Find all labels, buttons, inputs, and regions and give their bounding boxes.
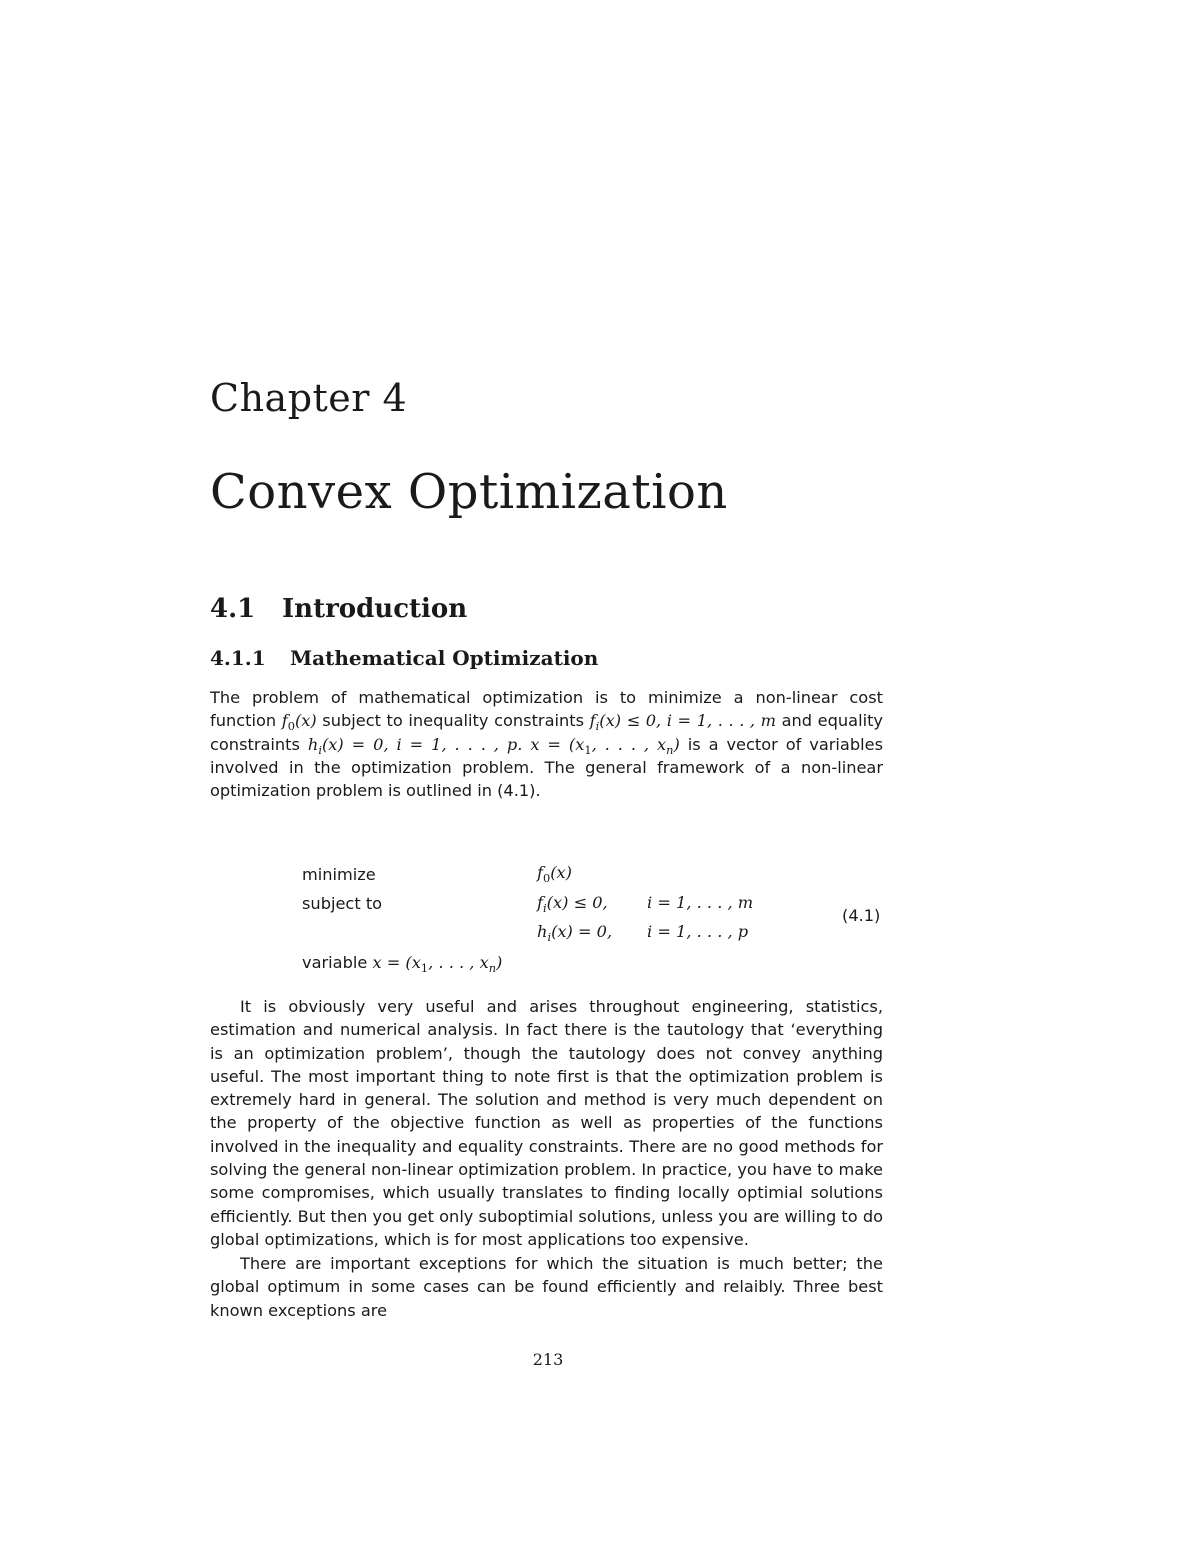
- inequality-range: i = 1, . . . , m: [647, 893, 754, 912]
- subsection-heading: [210, 646, 598, 670]
- intro-text-3: and equality constraints: [210, 711, 883, 754]
- minimize-label: minimize: [302, 865, 376, 884]
- chapter-title: Convex Optimization: [210, 464, 728, 520]
- section-heading: [210, 594, 467, 624]
- chapter-label: Chapter 4: [210, 376, 408, 420]
- equation-number: (4.1): [842, 906, 881, 925]
- variable-label: variable $x = (x_1$, . . . , $x_n$): [302, 953, 503, 976]
- objective-function-inline: $f_0(x)$: [281, 711, 317, 734]
- section-title: Introduction: [282, 594, 468, 624]
- intro-text-2: subject to inequality constraints: [316, 711, 590, 731]
- page-number: 213: [532, 1350, 564, 1369]
- body-paragraph-2: It is obviously very useful and arises throughout engineering, statistics, estimation and numerical analysis. In fact there is the tautology that ‘everything is an optimization problem’, though the tautology does not convey anything useful. The most important thing to note first is that the optimization problem is extremely hard in general. The solution and method is very much dependent on the property of the objective function as well as properties of the functions involved in the inequality and equality constraints. There are no good methods for solving the general non-linear optimization problem. In practice, you have to make some compromises, which usually translates to finding locally optimial solutions efficiently. But then you get only suboptimial solutions, unless you are willing to do global optimizations, which is for most applications too expensive.: [210, 997, 883, 1249]
- variable-vector-inline: $x = (x_1$, . . . , $x_n$): [530, 734, 680, 757]
- inequality-constraint: $f_i(x) \le 0$,: [537, 893, 608, 916]
- equality-constraint-inline: $h_i(x) = 0$, i = 1, . . . , p.: [307, 734, 523, 757]
- subsection-title: Mathematical Optimization: [290, 646, 599, 670]
- equality-constraint: $h_i(x) = 0$,: [537, 922, 613, 945]
- objective-function: $f_0(x)$: [537, 863, 572, 886]
- subsection-number: 4.1.1: [210, 646, 266, 670]
- optimization-problem-equation: [302, 862, 887, 982]
- body-paragraph-3: There are important exceptions for which the situation is much better; the global optimum in some cases can be found efficiently and relaibly. Three best known exceptions are: [210, 1254, 883, 1320]
- equality-range: i = 1, . . . , p: [647, 922, 749, 941]
- intro-paragraph: [210, 686, 883, 802]
- intro-text-5: is a vector of variables involved in the optimization problem. The general framework of a non-linear optimization problem is outlined in (4.1).: [210, 734, 884, 801]
- subject-to-label: subject to: [302, 894, 383, 913]
- section-number: 4.1: [210, 594, 256, 624]
- intro-text-1: The problem of mathematical optimization is to minimize a non-linear cost function: [210, 688, 883, 731]
- inequality-constraint-inline: $f_i(x) \le 0$, i = 1, . . . , m: [589, 711, 777, 734]
